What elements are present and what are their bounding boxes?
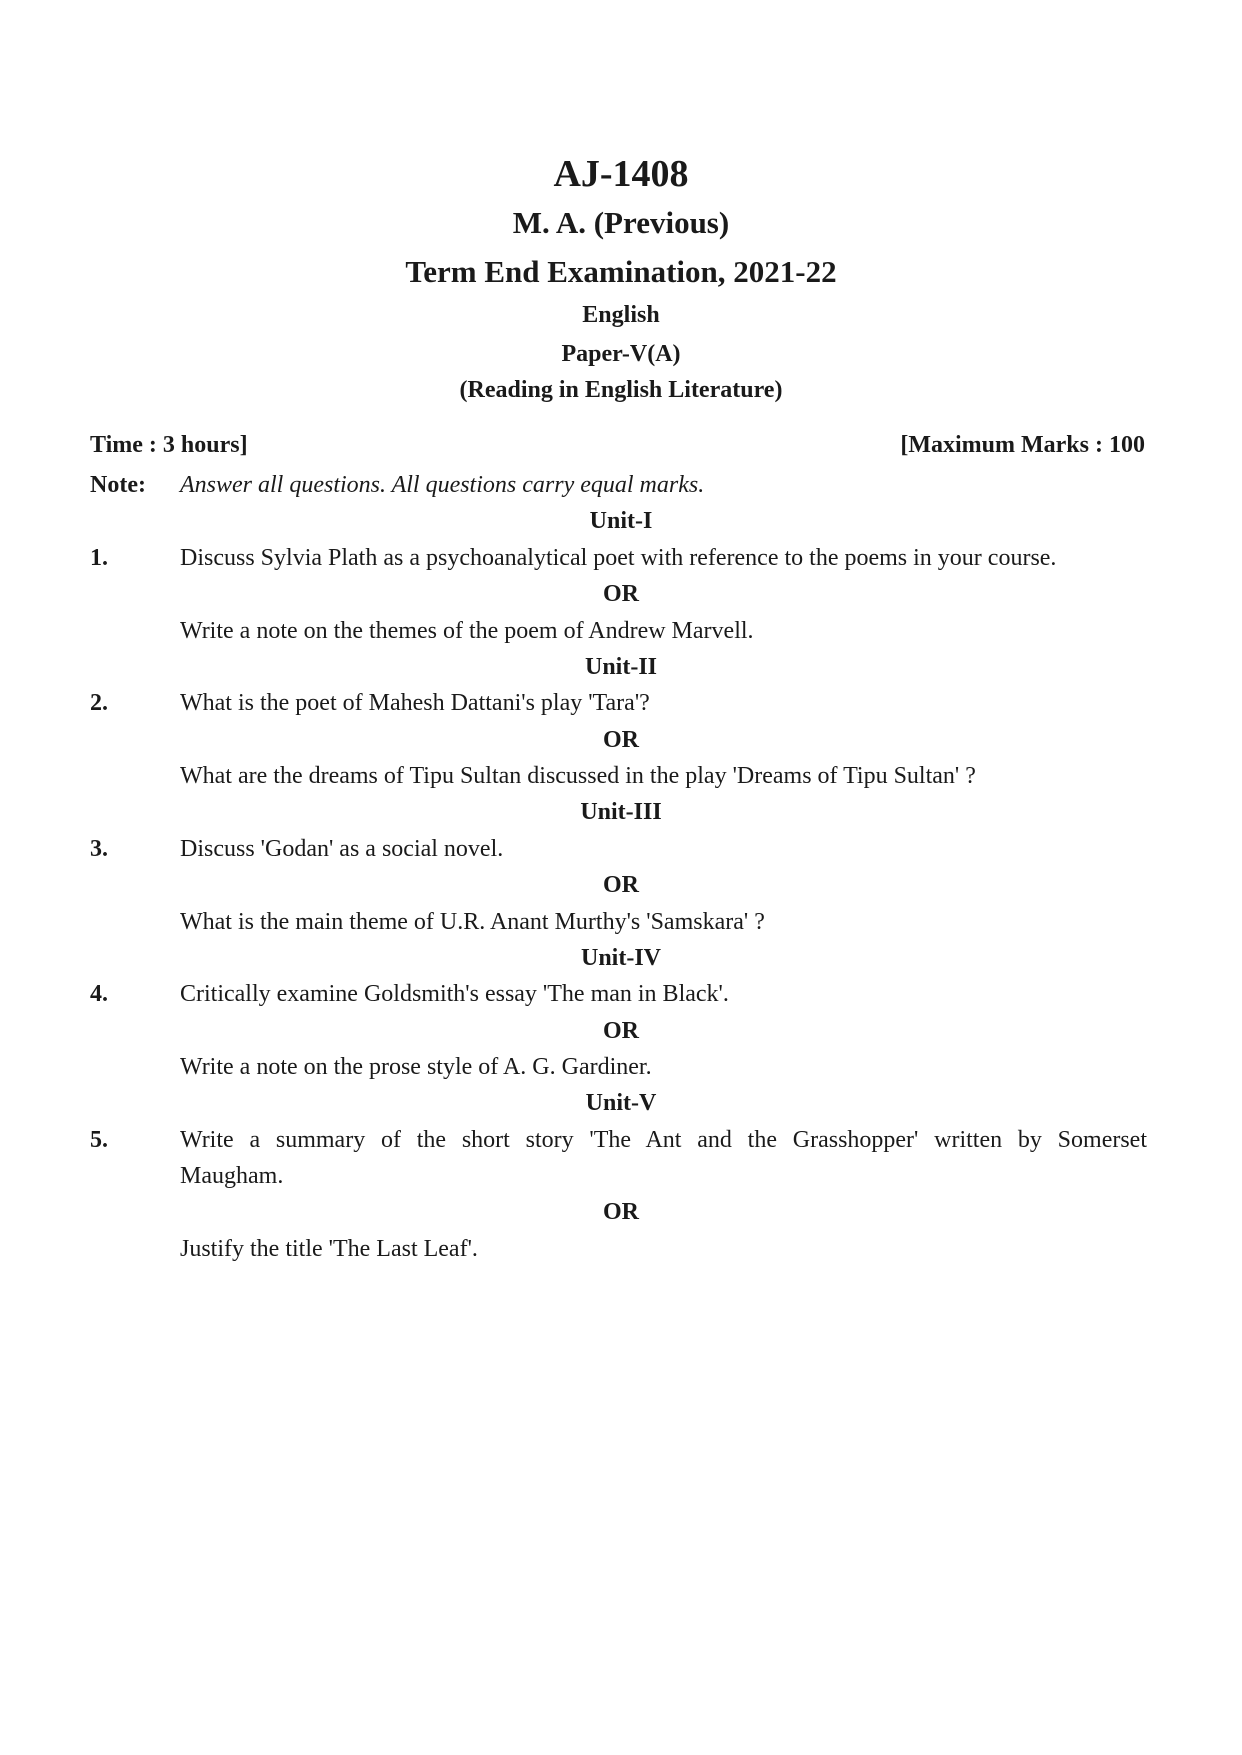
subject-title: English: [582, 302, 660, 328]
time-allowed: Time : 3 hours]: [90, 432, 248, 458]
unit-heading: Unit-V: [585, 1090, 657, 1116]
or-separator: OR: [603, 1018, 639, 1044]
or-separator: OR: [603, 727, 639, 753]
alternative-question-text: Justify the title 'The Last Leaf'.: [180, 1236, 478, 1262]
or-separator: OR: [603, 872, 639, 898]
alternative-question-text: What are the dreams of Tipu Sultan discussed in the play 'Dreams of Tipu Sultan' ?: [180, 763, 976, 789]
question-text: What is the poet of Mahesh Dattani's play 'Tara'?: [180, 690, 650, 716]
exam-title: Term End Examination, 2021-22: [405, 254, 837, 289]
question-text: Discuss Sylvia Plath as a psychoanalytical poet with reference to the poems in your course.: [180, 545, 1057, 571]
or-separator: OR: [603, 1199, 639, 1225]
unit-heading: Unit-IV: [580, 945, 661, 971]
note-text: Answer all questions. All questions carry equal marks.: [180, 472, 705, 498]
alternative-question-text: What is the main theme of U.R. Anant Murthy's 'Samskara' ?: [180, 909, 765, 935]
unit-heading: Unit-II: [584, 654, 657, 680]
degree-title: M. A. (Previous): [512, 205, 730, 240]
paper-code: AJ-1408: [553, 153, 689, 195]
question-number: 3.: [90, 836, 108, 862]
alternative-question-text: Write a note on the prose style of A. G. Gardiner.: [180, 1054, 652, 1080]
question-number: 2.: [90, 690, 108, 716]
alternative-question-text: Write a note on the themes of the poem of Andrew Marvell.: [180, 618, 754, 644]
note-label: Note:: [90, 472, 146, 498]
paper-title: Paper-V(A): [561, 341, 681, 367]
course-title: (Reading in English Literature): [459, 377, 783, 403]
question-text-line-1: Write a summary of the short story 'The Ant and the Grasshopper' written by Somerset: [180, 1127, 1147, 1153]
or-separator: OR: [603, 581, 639, 607]
question-text: Discuss 'Godan' as a social novel.: [180, 836, 504, 862]
question-text: Critically examine Goldsmith's essay 'The man in Black'.: [180, 981, 729, 1007]
question-number: 1.: [90, 545, 108, 571]
question-number: 5.: [90, 1127, 108, 1153]
unit-heading: Unit-III: [580, 799, 662, 825]
question-text-line-2: Maugham.: [180, 1163, 284, 1189]
unit-heading: Unit-I: [589, 508, 653, 534]
question-number: 4.: [90, 981, 108, 1007]
maximum-marks: [Maximum Marks : 100: [900, 432, 1145, 458]
